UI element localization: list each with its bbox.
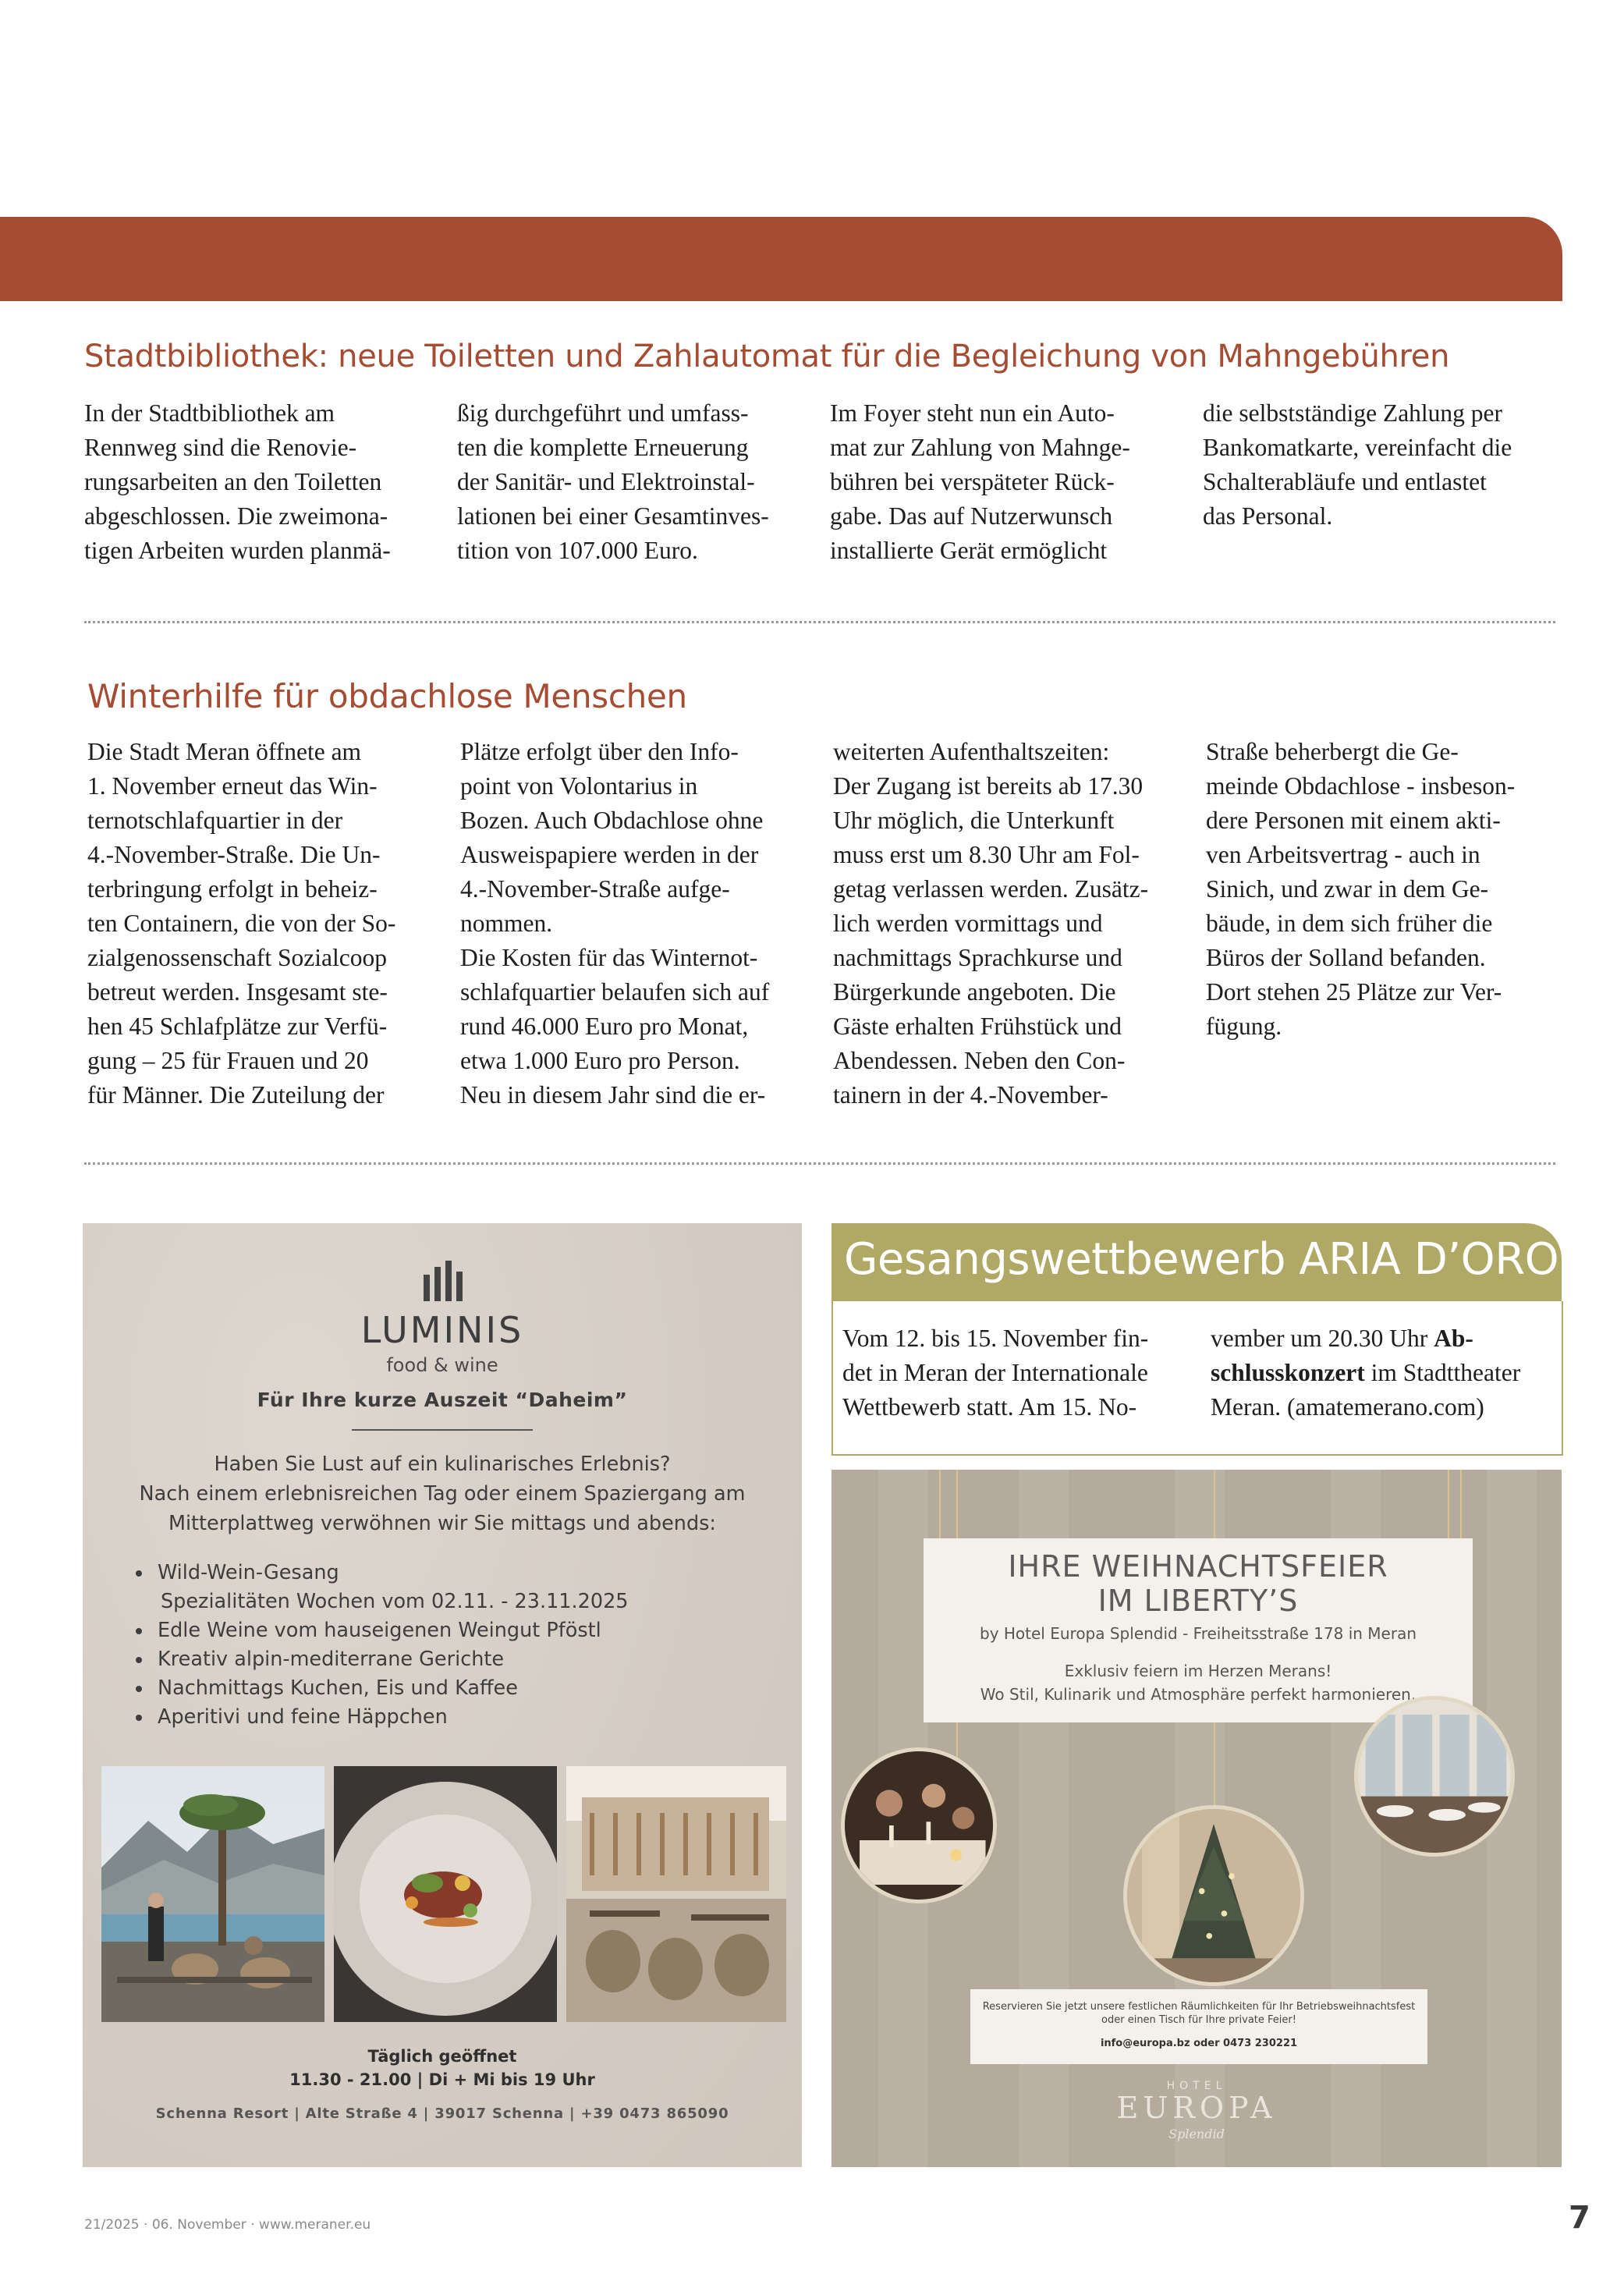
luminis-rule — [352, 1429, 533, 1431]
europa-exclusive-line: Wo Stil, Kulinarik und Atmosphäre perfekt harmonieren. — [980, 1685, 1417, 1704]
article-library-column-2: ßig durchgeführt und umfass- ten die komplette Erneuerung der Sanitär- und Elektroinstal- lationen bei einer Gesamtinves- tition von 107.000 Euro. — [457, 399, 769, 564]
list-item — [153, 1703, 629, 1732]
europa-exclusive-line: Exklusiv feiern im Herzen Merans! — [1064, 1662, 1332, 1680]
aria-column-1: Vom 12. bis 15. November fin- det in Meran der Internationale Wettbewerb statt. Am 15. No- — [842, 1325, 1149, 1421]
luminis-logo-icon — [422, 1261, 469, 1301]
ornament-string — [939, 1470, 941, 1538]
ornament-string — [1460, 1470, 1462, 1538]
europa-headline-line: IM LIBERTY’S — [1097, 1584, 1299, 1618]
aria-column-2 — [1211, 1321, 1520, 1424]
luminis-open-label: Täglich geöffnet — [367, 2047, 517, 2066]
list-item — [153, 1616, 629, 1645]
luminis-ad[interactable] — [83, 1223, 802, 2167]
aria-bold-text: Ab- — [1434, 1325, 1473, 1352]
luminis-intro-line: Haben Sie Lust auf ein kulinarisches Erlebnis? — [214, 1453, 671, 1476]
article-winterhilfe-column-1: Die Stadt Meran öffnete am 1. November erneut das Win- ternotschlafquartier in der 4.-November-Straße. Die Un- terbringung erfolgt in beheiz- ten Containern, die von der So- zialgenossenschaft Sozialcoop betreut werden. Insgesamt ste- hen 45 Schlafplätze zur Verfü- gung – 25 für Frauen und 20 für Männer. Die Zuteilung der — [87, 738, 396, 1109]
list-item — [153, 1559, 629, 1616]
list-item-text: Wild-Wein-Gesang — [158, 1561, 339, 1584]
article-winterhilfe-column-4: Straße beherbergt die Ge- meinde Obdachlose - insbeson- dere Personen mit einem akti- ven Arbeitsvertrag - auch in Sinich, und zwar in dem Ge- bäude, in dem sich früher die Büros der Solland befanden. Dort stehen 25 Plätze zur Ver- fügung. — [1206, 738, 1516, 1040]
list-item-text: Aperitivi und feine Häppchen — [158, 1705, 448, 1729]
dish-photo — [334, 1766, 557, 2022]
luminis-subtitle: food & wine — [386, 1354, 498, 1376]
europa-ad[interactable] — [832, 1470, 1562, 2167]
article-library-column-4: die selbstständige Zahlung per Bankomatkarte, vereinfacht die Schalterabläufe und entlastet das Personal. — [1203, 399, 1512, 530]
luminis-tagline: Für Ihre kurze Auszeit “Daheim” — [257, 1389, 628, 1411]
article-library-column-3: Im Foyer steht nun ein Auto- mat zur Zahlung von Mahnge- bühren bei verspäteter Rück- gabe. Das auf Nutzerwunsch installierte Gerät ermöglicht — [830, 399, 1130, 564]
ornament-dinner-photo — [841, 1747, 997, 1903]
luminis-intro-line: Nach einem erlebnisreichen Tag oder einem Spaziergang am — [139, 1482, 746, 1506]
article-winterhilfe-column-2: Plätze erfolgt über den Info- point von Volontarius in Bozen. Auch Obdachlose ohne Ausweispapiere werden in der 4.-November-Straße aufge- nommen. Die Kosten für das Winternot- schlafquartier belaufen sich auf rund 46.000 Euro pro Monat, etwa 1.000 Euro pro Person. Neu in diesem Jahr sind die er- — [460, 738, 770, 1109]
europa-headline — [924, 1549, 1473, 1618]
list-item-subtext: Spezialitäten Wochen vom 02.11. - 23.11.2025 — [161, 1590, 629, 1613]
divider — [84, 1162, 1555, 1165]
list-item — [153, 1674, 629, 1703]
luminis-intro-line: Mitterplattweg verwöhnen wir Sie mittags und abends: — [168, 1512, 717, 1535]
luminis-name: LUMINIS — [360, 1309, 524, 1351]
europa-contact: info@europa.bz oder 0473 230221 — [1100, 2038, 1298, 2049]
aria-header — [832, 1223, 1562, 1301]
divider — [84, 621, 1555, 623]
terrace-photo — [101, 1766, 324, 2022]
europa-reservation-line: oder einen Tisch für Ihre private Feier! — [1101, 2014, 1296, 2026]
europa-reservation-line: Reservieren Sie jetzt unsere festlichen Räumlichkeiten für Ihr Betriebsweihnachtsfest — [982, 2001, 1416, 2013]
article-winterhilfe-column-3: weiterten Aufenthaltszeiten: Der Zugang ist bereits ab 17.30 Uhr möglich, die Unterkunft muss erst um 8.30 Uhr am Fol- getag verlassen werden. Zusätz- lich werden vormittags und nachmittags Sprachkurse und Bürgerkunde angeboten. Die Gäste erhalten Frühstück und Abendessen. Neben den Con- tainern in der 4.-November- — [833, 738, 1149, 1109]
europa-logo-script: Splendid — [1168, 2127, 1225, 2141]
article-title-library: Stadtbibliothek: neue Toiletten und Zahlautomat für die Begleichung von Mahngebühren — [84, 339, 1450, 374]
aria-text: im Stadttheater — [1364, 1359, 1521, 1386]
europa-reservation-text — [970, 2000, 1427, 2027]
ornament-tree-photo — [1123, 1805, 1304, 1986]
list-item-text: Kreativ alpin-mediterrane Gerichte — [158, 1648, 505, 1671]
list-item-text: Edle Weine vom hauseigenen Weingut Pföstl — [158, 1619, 601, 1642]
europa-logo-small-text: HOTEL — [1166, 2080, 1227, 2092]
restaurant-photo — [566, 1766, 786, 2022]
luminis-offer-list — [129, 1559, 629, 1732]
aria-text: vember um 20.30 Uhr — [1211, 1325, 1434, 1352]
header-band — [0, 217, 1562, 301]
luminis-address: Schenna Resort | Alte Straße 4 | 39017 Schenna | +39 0473 865090 — [155, 2105, 729, 2122]
list-item — [153, 1645, 629, 1674]
europa-headline-line: IHRE WEIHNACHTSFEIER — [1008, 1549, 1388, 1584]
europa-byline: by Hotel Europa Splendid - Freiheitsstraße 178 in Meran — [980, 1624, 1417, 1643]
europa-logo: EUROPA — [1116, 2091, 1277, 2125]
article-library-column-1: In der Stadtbibliothek am Rennweg sind die Renovie- rungsarbeiten an den Toiletten abgeschlossen. Die zweimona- tigen Arbeiten wurden planmä- — [84, 399, 391, 564]
ornament-hall-photo — [1354, 1696, 1515, 1857]
luminis-intro — [83, 1449, 802, 1538]
aria-title: Gesangswettbewerb ARIA D’ORO — [844, 1234, 1559, 1285]
list-item-text: Nachmittags Kuchen, Eis und Kaffee — [158, 1676, 518, 1700]
europa-reservation-box — [970, 1989, 1427, 2064]
europa-headline-panel — [924, 1538, 1473, 1722]
aria-text: Meran. (amatemerano.com) — [1211, 1393, 1484, 1421]
footer-info: 21/2025 · 06. November · www.meraner.eu — [84, 2217, 371, 2233]
article-title-winterhilfe: Winterhilfe für obdachlose Menschen — [87, 677, 687, 715]
aria-bold-text: schlusskonzert — [1211, 1359, 1365, 1386]
luminis-hours: 11.30 - 21.00 | Di + Mi bis 19 Uhr — [289, 2070, 595, 2089]
page-number: 7 — [1569, 2200, 1590, 2236]
